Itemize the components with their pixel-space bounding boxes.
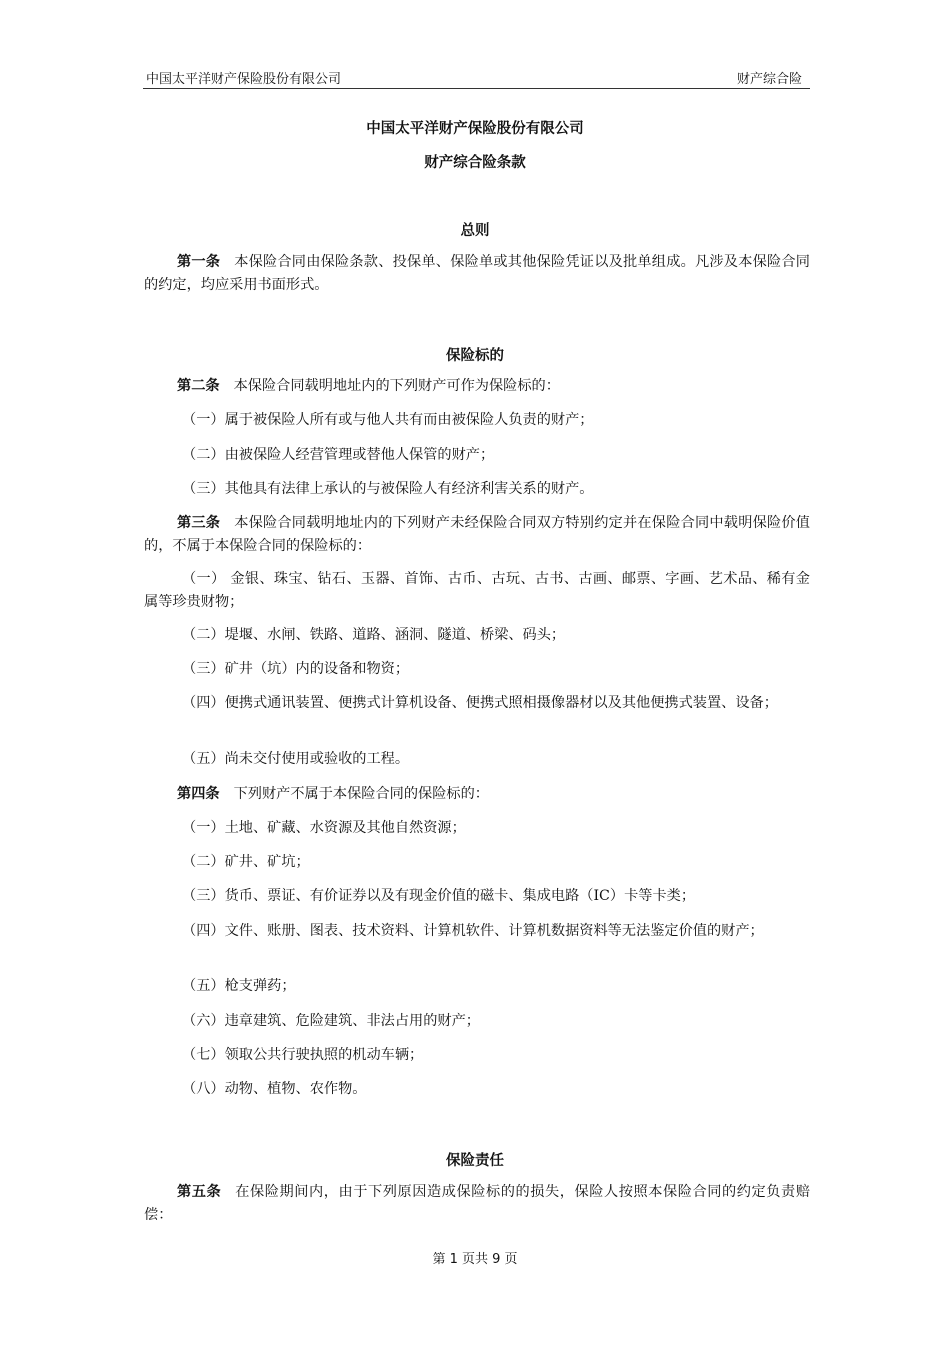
header-product: 财产综合险	[736, 72, 802, 87]
article-2-label: 第二条	[177, 378, 220, 394]
article-4-item-8: （八）动物、植物、农作物。	[182, 1081, 367, 1097]
article-5-text: 在保险期间内，由于下列原因造成保险标的的损失，保险人按照本保险合同的约定负责赔偿：	[144, 1184, 810, 1223]
article-4	[144, 783, 810, 806]
article-4-item-3: （三）货币、票证、有价证券以及有现金价值的磁卡、集成电路（IC）卡等卡类；	[182, 888, 696, 904]
article-1-text: 本保险合同由保险条款、投保单、保险单或其他保险凭证以及批单组成。凡涉及本保险合同的约定，均应采用书面形式。	[144, 254, 810, 293]
article-2-item-3: （三）其他具有法律上承认的与被保险人有经济利害关系的财产。	[182, 481, 594, 497]
article-3-item-4: （四）便携式通讯装置、便携式计算机设备、便携式照相摄像器材以及其他便携式装置、设备；	[182, 695, 778, 711]
article-3-label: 第三条	[177, 515, 221, 531]
section-heading-subject: 保险标的	[446, 348, 504, 364]
doc-title-clauses: 财产综合险条款	[424, 155, 526, 171]
article-4-label: 第四条	[177, 786, 220, 802]
article-5-label: 第五条	[177, 1184, 222, 1200]
article-2-text: 本保险合同载明地址内的下列财产可作为保险标的：	[233, 378, 560, 394]
doc-title-company: 中国太平洋财产保险股份有限公司	[366, 121, 584, 137]
article-3	[144, 512, 810, 558]
page-header	[143, 66, 810, 89]
page-number: 第 1 页共 9 页	[432, 1252, 518, 1267]
article-3-text: 本保险合同载明地址内的下列财产未经保险合同双方特别约定并在保险合同中载明保险价值的，不属于本保险合同的保险标的：	[144, 515, 810, 554]
header-company: 中国太平洋财产保险股份有限公司	[146, 72, 342, 87]
article-1	[144, 251, 810, 297]
section-heading-liability: 保险责任	[446, 1153, 504, 1169]
article-4-item-7: （七）领取公共行驶执照的机动车辆；	[182, 1047, 424, 1063]
article-4-item-4: （四）文件、账册、图表、技术资料、计算机软件、计算机数据资料等无法鉴定价值的财产；	[182, 923, 764, 939]
article-2-item-2: （二）由被保险人经营管理或替他人保管的财产；	[182, 447, 495, 463]
article-4-item-1: （一）土地、矿藏、水资源及其他自然资源；	[182, 820, 466, 836]
article-1-label: 第一条	[177, 254, 221, 270]
article-3-item-3: （三）矿井（坑）内的设备和物资；	[182, 661, 410, 677]
article-3-item-5: （五）尚未交付使用或验收的工程。	[182, 751, 410, 767]
article-2-item-1: （一）属于被保险人所有或与他人共有而由被保险人负责的财产；	[182, 412, 594, 428]
article-3-item-1: （一） 金银、珠宝、钻石、玉器、首饰、古币、古玩、古书、古画、邮票、字画、艺术品、稀有金属等珍贵财物；	[144, 571, 810, 610]
article-2	[144, 375, 810, 398]
article-4-item-2: （二）矿井、矿坑；	[182, 854, 310, 870]
section-heading-general: 总则	[460, 223, 490, 239]
article-4-item-6: （六）违章建筑、危险建筑、非法占用的财产；	[182, 1013, 480, 1029]
article-4-item-5: （五）枪支弹药；	[182, 978, 296, 994]
article-5	[144, 1181, 810, 1227]
article-3-item-2: （二）堤堰、水闸、铁路、道路、涵洞、隧道、桥梁、码头；	[182, 627, 566, 643]
article-4-text: 下列财产不属于本保险合同的保险标的：	[233, 786, 489, 802]
